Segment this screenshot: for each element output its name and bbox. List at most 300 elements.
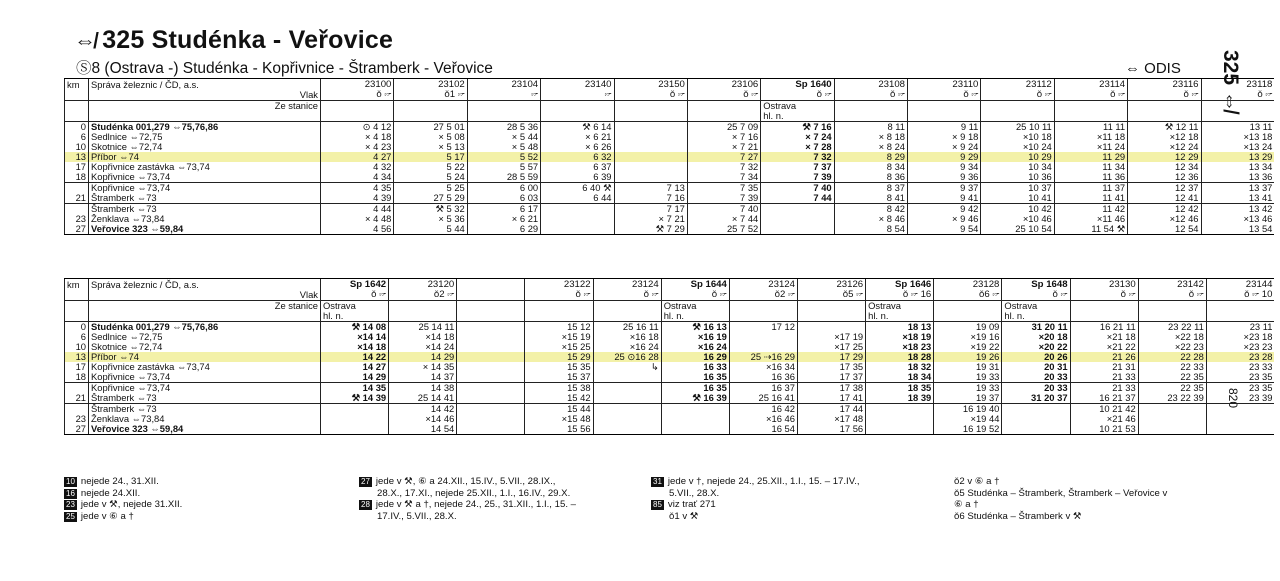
departure-time: ×13 24	[1201, 142, 1274, 152]
station-name: Ženklava ⇔73,84	[89, 214, 321, 224]
footnote-line	[936, 499, 1167, 511]
train-symbols: ǒ 🖙	[834, 90, 907, 101]
departure-time: ×12 18	[1128, 132, 1201, 142]
page-number: 820	[1226, 388, 1240, 409]
departure-time: 20 31	[1002, 362, 1070, 372]
km-cell	[65, 311, 89, 322]
train-symbols: 🖙	[467, 90, 540, 101]
footnote-text: viz trať 271	[667, 499, 716, 510]
departure-time: ×19 22	[934, 342, 1002, 352]
from-station-2	[389, 311, 457, 322]
train-symbols: ǒ5 🖙	[797, 290, 865, 301]
departure-time: 25 14 41	[389, 393, 457, 404]
from-station	[457, 301, 525, 312]
departure-time: 9 11	[908, 122, 981, 133]
footnote-text: 17.IV., 5.VII., 28.X.	[377, 510, 457, 522]
departure-time: 27 5 01	[394, 122, 467, 133]
departure-time: 23 39	[1206, 393, 1274, 404]
departure-time	[661, 414, 729, 424]
departure-time: 14 29	[321, 372, 389, 383]
departure-time	[1002, 414, 1070, 424]
timetable-row	[65, 424, 1275, 435]
departure-time: 14 35	[321, 383, 389, 394]
departure-time: 23 33	[1206, 362, 1274, 372]
departure-time	[457, 332, 525, 342]
from-station: Ostrava	[661, 301, 729, 312]
from-station-2	[525, 311, 593, 322]
departure-time: ⊙ 4 12	[321, 122, 394, 133]
train-symbols: ǒ 🖙 16	[866, 290, 934, 301]
station-name: Sedlnice ⇔72,75	[89, 132, 321, 142]
departure-time: ×14 46	[389, 414, 457, 424]
from-station-2	[729, 311, 797, 322]
departure-time: × 9 24	[908, 142, 981, 152]
departure-time: 6 00	[467, 183, 540, 194]
departure-time: × 6 26	[541, 142, 614, 152]
departure-time: 7 44	[761, 193, 834, 204]
station-name: Kopřivnice zastávka ⇔73,74	[89, 362, 321, 372]
departure-time: 15 44	[525, 404, 593, 415]
km-value	[65, 204, 89, 215]
footnote-text: ǒ2 v ⑥ a †	[954, 476, 1000, 487]
station-name: Skotnice ⇔72,74	[89, 142, 321, 152]
from-station-2	[797, 311, 865, 322]
timetable-row	[65, 342, 1275, 352]
departure-time	[866, 424, 934, 435]
departure-time: 23 11	[1206, 322, 1274, 333]
train-number: 23104	[467, 79, 540, 91]
departure-time: 7 27	[687, 152, 760, 162]
train-number: 23124	[729, 279, 797, 291]
operator-label: Správa železnic / ČD, a.s.	[89, 79, 321, 91]
from-station-label: Ze stanice	[89, 301, 321, 312]
footnote-text: ǒ1 v ⚒	[669, 510, 699, 522]
departure-time	[541, 214, 614, 224]
timetable-2	[64, 278, 1274, 435]
from-station	[1206, 301, 1274, 312]
departure-time: ⚒ 12 11	[1128, 122, 1201, 133]
departure-time	[457, 424, 525, 435]
train-symbols: ǒ 🖙	[661, 290, 729, 301]
km-value: 18	[65, 172, 89, 183]
departure-time: ×21 46	[1070, 414, 1138, 424]
departure-time: 13 34	[1201, 162, 1274, 172]
footnote-line	[936, 488, 1167, 500]
departure-time: 13 29	[1201, 152, 1274, 162]
departure-time: 22 35	[1138, 372, 1206, 383]
departure-time: 10 37	[981, 183, 1054, 194]
footnote-text: ǒ5 Studénka – Štramberk, Štramberk – Veřovice v	[954, 487, 1168, 499]
timetable-row	[65, 183, 1275, 194]
departure-time: 4 34	[321, 172, 394, 183]
departure-time: 12 37	[1128, 183, 1201, 194]
from-station	[394, 101, 467, 112]
timetable-row	[65, 404, 1275, 415]
departure-time: 31 20 11	[1002, 322, 1070, 333]
train-number: 23102	[394, 79, 467, 91]
departure-time	[614, 162, 687, 172]
departure-time: ×23 23	[1206, 342, 1274, 352]
departure-time: ×10 46	[981, 214, 1054, 224]
departure-time: 13 41	[1201, 193, 1274, 204]
departure-time: 8 54	[834, 224, 907, 235]
note-code-badge: 16	[66, 488, 75, 498]
km-value	[65, 383, 89, 394]
departure-time: 22 35	[1138, 383, 1206, 394]
departure-time	[457, 404, 525, 415]
departure-time: × 7 28	[761, 142, 834, 152]
from-station	[687, 101, 760, 112]
note-code-badge: 10	[66, 477, 75, 486]
station-name: Sedlnice ⇔72,75	[89, 332, 321, 342]
footnotes-col-4	[936, 476, 1167, 522]
departure-time: 7 13	[614, 183, 687, 194]
departure-time: ×11 18	[1054, 132, 1127, 142]
departure-time: ↳	[593, 362, 661, 372]
km-value: 18	[65, 372, 89, 383]
train-symbols: ǒ 🖙	[614, 90, 687, 101]
departure-time	[541, 224, 614, 235]
km-value: 21	[65, 393, 89, 404]
departure-time: ⚒ 14 08	[321, 322, 389, 333]
departure-time: × 8 24	[834, 142, 907, 152]
from-station-2	[1128, 111, 1201, 122]
from-station-2	[457, 311, 525, 322]
from-station	[1070, 301, 1138, 312]
station-name: Studénka 001,279 ⇔75,76,86	[89, 122, 321, 133]
train-symbols: ǒ 🖙	[1128, 90, 1201, 101]
departure-time	[729, 332, 797, 342]
departure-time	[321, 424, 389, 435]
timetable-1	[64, 78, 1274, 235]
departure-time: 17 38	[797, 383, 865, 394]
departure-time: 21 33	[1070, 372, 1138, 383]
footnote-line	[359, 499, 576, 511]
timetable-row	[65, 352, 1275, 362]
departure-time: ×16 34	[729, 362, 797, 372]
departure-time: ×21 22	[1070, 342, 1138, 352]
from-station	[614, 101, 687, 112]
station-name: Veřovice 323 ⇔59,84	[89, 224, 321, 235]
departure-time: 10 29	[981, 152, 1054, 162]
departure-time	[1206, 414, 1274, 424]
departure-time: 21 31	[1070, 362, 1138, 372]
departure-time	[457, 383, 525, 394]
departure-time: × 7 21	[614, 214, 687, 224]
departure-time: 8 37	[834, 183, 907, 194]
timetable-row	[65, 193, 1275, 204]
footnote-line	[64, 511, 182, 523]
train-number: 23150	[614, 79, 687, 91]
train-number: 23114	[1054, 79, 1127, 91]
from-station-2	[1206, 311, 1274, 322]
departure-time	[457, 352, 525, 362]
from-station-2: hl. n.	[866, 311, 934, 322]
from-station	[389, 301, 457, 312]
departure-time: 8 42	[834, 204, 907, 215]
train-number: 23110	[908, 79, 981, 91]
departure-time	[661, 424, 729, 435]
departure-time: 25 16 11	[593, 322, 661, 333]
departure-time: ×10 24	[981, 142, 1054, 152]
departure-time	[761, 204, 834, 215]
departure-time: 16 35	[661, 383, 729, 394]
footnote-line	[651, 511, 860, 523]
departure-time	[457, 393, 525, 404]
station-name: Kopřivnice zastávka ⇔73,74	[89, 162, 321, 172]
departure-time: 14 54	[389, 424, 457, 435]
departure-time	[866, 414, 934, 424]
from-station-2: hl. n.	[1002, 311, 1070, 322]
departure-time: × 7 44	[687, 214, 760, 224]
station-name: Příbor ⇔74	[89, 152, 321, 162]
train-symbols: ǒ 🖙	[761, 90, 834, 101]
footnotes-col-3	[651, 476, 860, 522]
departure-time: 8 11	[834, 122, 907, 133]
departure-time	[593, 414, 661, 424]
departure-time: × 4 48	[321, 214, 394, 224]
departure-time: 25 14 11	[389, 322, 457, 333]
train-number: 23142	[1138, 279, 1206, 291]
from-station	[834, 101, 907, 112]
departure-time: ×18 23	[866, 342, 934, 352]
departure-time: 6 29	[467, 224, 540, 235]
departure-time: × 7 16	[687, 132, 760, 142]
train-number: 23124	[593, 279, 661, 291]
from-station-2	[467, 111, 540, 122]
departure-time: × 4 18	[321, 132, 394, 142]
from-station	[593, 301, 661, 312]
departure-time: 5 24	[394, 172, 467, 183]
departure-time: ×16 19	[661, 332, 729, 342]
departure-time: × 4 23	[321, 142, 394, 152]
train-symbols: ǒ 🖙	[1201, 90, 1274, 101]
departure-time: ×12 46	[1128, 214, 1201, 224]
km-cell	[65, 290, 89, 301]
departure-time	[614, 122, 687, 133]
departure-time: 19 37	[934, 393, 1002, 404]
departure-time: × 14 35	[389, 362, 457, 372]
departure-time: ⚒ 7 16	[761, 122, 834, 133]
departure-time: 11 54 ⚒	[1054, 224, 1127, 235]
departure-time: 18 39	[866, 393, 934, 404]
departure-time: 17 12	[729, 322, 797, 333]
footnote-text: jede v ⚒, ⑥ a 24.XII., 15.IV., 5.VII., 28.IX.,	[375, 476, 556, 487]
station-name: Ženklava ⇔73,84	[89, 414, 321, 424]
departure-time: 6 44	[541, 193, 614, 204]
departure-time: × 6 21	[541, 132, 614, 142]
km-value: 27	[65, 224, 89, 235]
departure-time: 6 39	[541, 172, 614, 183]
departure-time: 14 22	[321, 352, 389, 362]
timetable-row	[65, 142, 1275, 152]
from-station-2: hl. n.	[761, 111, 834, 122]
km-value: 17	[65, 362, 89, 372]
departure-time	[761, 214, 834, 224]
km-value: 6	[65, 332, 89, 342]
footnote-line	[936, 511, 1167, 523]
departure-time	[1206, 424, 1274, 435]
departure-time: ×16 46	[729, 414, 797, 424]
km-cell	[65, 111, 89, 122]
km-header: km	[65, 279, 89, 291]
departure-time: ×17 25	[797, 342, 865, 352]
footnote-line	[936, 476, 1167, 488]
timetable-row	[65, 214, 1275, 224]
departure-time: 7 34	[687, 172, 760, 183]
footnote-text: nejede 24.XII.	[80, 487, 141, 499]
departure-time: 15 56	[525, 424, 593, 435]
from-station-2	[1054, 111, 1127, 122]
departure-time	[457, 322, 525, 333]
departure-time: 12 42	[1128, 204, 1201, 215]
vlak-label: Vlak	[89, 90, 321, 101]
footnote-line	[651, 476, 860, 488]
km-value: 6	[65, 132, 89, 142]
departure-time	[541, 204, 614, 215]
km-cell	[65, 101, 89, 112]
departure-time: 9 36	[908, 172, 981, 183]
departure-time: ×14 14	[321, 332, 389, 342]
departure-time: ×15 25	[525, 342, 593, 352]
footnote-text: ǒ6 Studénka – Štramberk v ⚒	[954, 510, 1082, 522]
departure-time	[1002, 404, 1070, 415]
departure-time: 7 40	[761, 183, 834, 194]
blank-cell	[89, 311, 321, 322]
from-station	[797, 301, 865, 312]
train-symbols: ǒ 🖙	[593, 290, 661, 301]
footnote-line	[64, 476, 182, 488]
departure-time: 4 32	[321, 162, 394, 172]
from-station-2: hl. n.	[321, 311, 389, 322]
departure-time: ⚒ 7 29	[614, 224, 687, 235]
departure-time: 14 37	[389, 372, 457, 383]
departure-time: 31 20 37	[1002, 393, 1070, 404]
timetable-row	[65, 372, 1275, 383]
timetable-row	[65, 322, 1275, 333]
departure-time: 6 03	[467, 193, 540, 204]
from-station-2	[834, 111, 907, 122]
from-station	[541, 101, 614, 112]
departure-time: 19 09	[934, 322, 1002, 333]
departure-time	[457, 362, 525, 372]
footnote-text: ⑥ a †	[954, 499, 979, 510]
from-station-2	[908, 111, 981, 122]
train-number: Sp 1646	[866, 279, 934, 291]
departure-time: 27 5 29	[394, 193, 467, 204]
from-station	[729, 301, 797, 312]
departure-time: 16 54	[729, 424, 797, 435]
departure-time: ⚒ 16 13	[661, 322, 729, 333]
departure-time: 28 5 59	[467, 172, 540, 183]
from-station-2	[1138, 311, 1206, 322]
departure-time	[1138, 414, 1206, 424]
departure-time: ⚒ 14 39	[321, 393, 389, 404]
departure-time: 11 29	[1054, 152, 1127, 162]
departure-time	[797, 322, 865, 333]
departure-time: 17 56	[797, 424, 865, 435]
departure-time: ×15 48	[525, 414, 593, 424]
footnote-line	[359, 476, 576, 488]
line-arrow-icon: ⇎	[74, 28, 97, 53]
departure-time: 8 41	[834, 193, 907, 204]
departure-time: 6 40 ⚒	[541, 183, 614, 194]
departure-time: 18 13	[866, 322, 934, 333]
departure-time: 11 42	[1054, 204, 1127, 215]
train-symbols: ǒ 🖙	[321, 290, 389, 301]
departure-time: 14 27	[321, 362, 389, 372]
departure-time: 12 34	[1128, 162, 1201, 172]
station-name: Štramberk ⇔73	[89, 404, 321, 415]
departure-time: 16 37	[729, 383, 797, 394]
departure-time: 11 37	[1054, 183, 1127, 194]
departure-time: 7 40	[687, 204, 760, 215]
departure-time: 23 22 11	[1138, 322, 1206, 333]
departure-time: 9 29	[908, 152, 981, 162]
departure-time: 20 33	[1002, 372, 1070, 383]
departure-time: 4 44	[321, 204, 394, 215]
departure-time: 14 29	[389, 352, 457, 362]
departure-time: 7 39	[687, 193, 760, 204]
departure-time: 9 54	[908, 224, 981, 235]
title-text: 325 Studénka - Veřovice	[102, 26, 394, 54]
departure-time: ⚒ 6 14	[541, 122, 614, 133]
departure-time: 22 33	[1138, 362, 1206, 372]
timetable-row	[65, 332, 1275, 342]
departure-time: 11 11	[1054, 122, 1127, 133]
note-code-badge: 85	[653, 500, 662, 509]
departure-time: 7 17	[614, 204, 687, 215]
departure-time: 7 37	[761, 162, 834, 172]
departure-time: ×15 19	[525, 332, 593, 342]
departure-time	[1138, 404, 1206, 415]
footnote-text: jede v †, nejede 24., 25.XII., 1.I., 15. – 17.IV.,	[667, 476, 860, 487]
note-code-badge: 28	[361, 500, 370, 509]
train-symbols: ǒ 🖙	[1054, 90, 1127, 101]
departure-time: 13 11	[1201, 122, 1274, 133]
departure-time: 4 56	[321, 224, 394, 235]
page-title	[74, 26, 393, 55]
from-station	[525, 301, 593, 312]
departure-time: ×16 18	[593, 332, 661, 342]
departure-time	[866, 404, 934, 415]
train-number: 23130	[1070, 279, 1138, 291]
departure-time	[457, 372, 525, 383]
departure-time: 16 19 52	[934, 424, 1002, 435]
departure-time: 7 32	[687, 162, 760, 172]
odis-label: ⇔ ODIS	[1125, 60, 1181, 77]
departure-time: 18 32	[866, 362, 934, 372]
departure-time: 4 39	[321, 193, 394, 204]
departure-time: ×11 24	[1054, 142, 1127, 152]
km-value: 0	[65, 122, 89, 133]
departure-time: 10 36	[981, 172, 1054, 183]
train-number: Sp 1648	[1002, 279, 1070, 291]
from-station	[908, 101, 981, 112]
departure-time: ×20 18	[1002, 332, 1070, 342]
departure-time: × 5 13	[394, 142, 467, 152]
train-symbols: ǒ1 🖙	[394, 90, 467, 101]
departure-time: 4 27	[321, 152, 394, 162]
departure-time: ⚒ 5 32	[394, 204, 467, 215]
train-number: Sp 1640	[761, 79, 834, 91]
departure-time: 23 35	[1206, 383, 1274, 394]
timetable-row	[65, 172, 1275, 183]
from-station: Ostrava	[321, 301, 389, 312]
km-value: 17	[65, 162, 89, 172]
km-value: 10	[65, 142, 89, 152]
footnote-text: jede v ⚒, nejede 31.XII.	[80, 499, 183, 510]
